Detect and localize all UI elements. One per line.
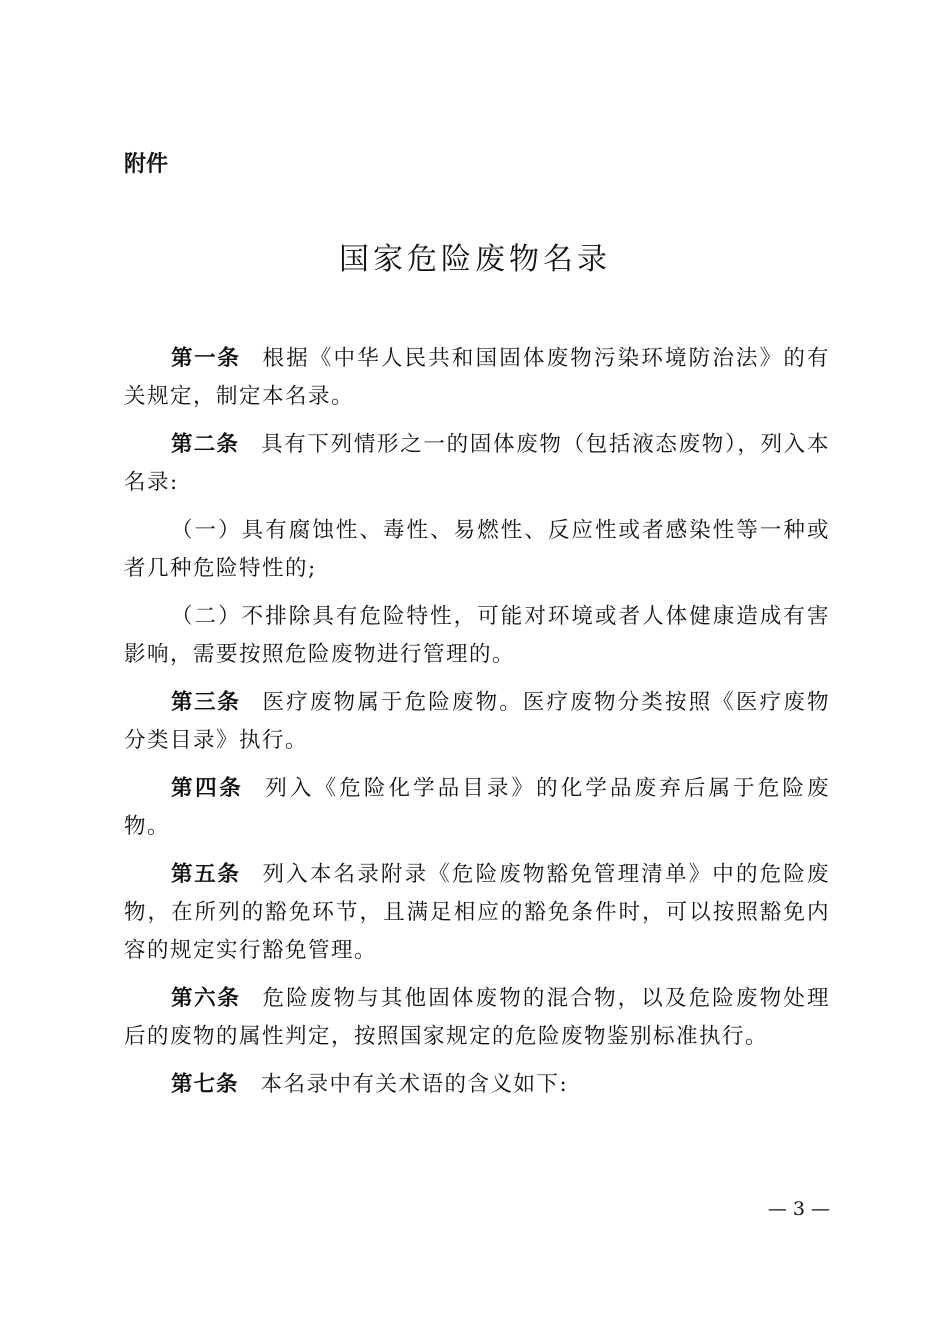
article-text: 列入《危险化学品目录》的化学品废弃后属于危险废物。: [124, 776, 830, 839]
item-text: （一）具有腐蚀性、毒性、易燃性、反应性或者感染性等一种或者几种危险特性的;: [124, 518, 830, 581]
article-label: 第七条: [171, 1072, 239, 1097]
article-text: 列入本名录附录《危险废物豁免管理清单》中的危险废物，在所列的豁免环节，且满足相应的豁免条件时，可以按照豁免内容的规定实行豁免管理。: [124, 862, 830, 963]
document-title: 国家危险废物名录: [339, 242, 611, 277]
paragraph-article-1: [124, 340, 830, 416]
article-text: 根据《中华人民共和国固体废物污染环境防治法》的有关规定，制定本名录。: [124, 346, 830, 409]
article-text: 医疗废物属于危险废物。医疗废物分类按照《医疗废物分类目录》执行。: [124, 690, 830, 753]
paragraph-article-5: [124, 856, 830, 970]
article-text: 危险废物与其他固体废物的混合物，以及危险废物处理后的废物的属性判定，按照国家规定的危险废物鉴别标准执行。: [124, 986, 830, 1049]
paragraph-article-6: [124, 980, 830, 1056]
paragraph-item-1: [124, 512, 830, 588]
paragraph-article-4: [124, 770, 830, 846]
paragraph-item-2: [124, 598, 830, 674]
attachment-label: 附件: [124, 152, 169, 177]
paragraph-article-3: [124, 684, 830, 760]
article-label: 第四条: [171, 776, 244, 801]
article-label: 第六条: [171, 986, 241, 1011]
paragraph-article-2: [124, 426, 830, 502]
article-label: 第二条: [171, 432, 240, 457]
item-text: （二）不排除具有危险特性，可能对环境或者人体健康造成有害影响，需要按照危险废物进行管理的。: [124, 604, 830, 667]
document-body: [124, 340, 830, 1114]
paragraph-article-7: [124, 1066, 830, 1104]
article-text: 本名录中有关术语的含义如下:: [260, 1072, 569, 1097]
article-label: 第三条: [171, 690, 241, 715]
article-label: 第五条: [171, 862, 241, 887]
article-text: 具有下列情形之一的固体废物（包括液态废物），列入本名录:: [124, 432, 830, 495]
page-number: — 3 —: [767, 1198, 830, 1220]
article-label: 第一条: [171, 346, 241, 371]
